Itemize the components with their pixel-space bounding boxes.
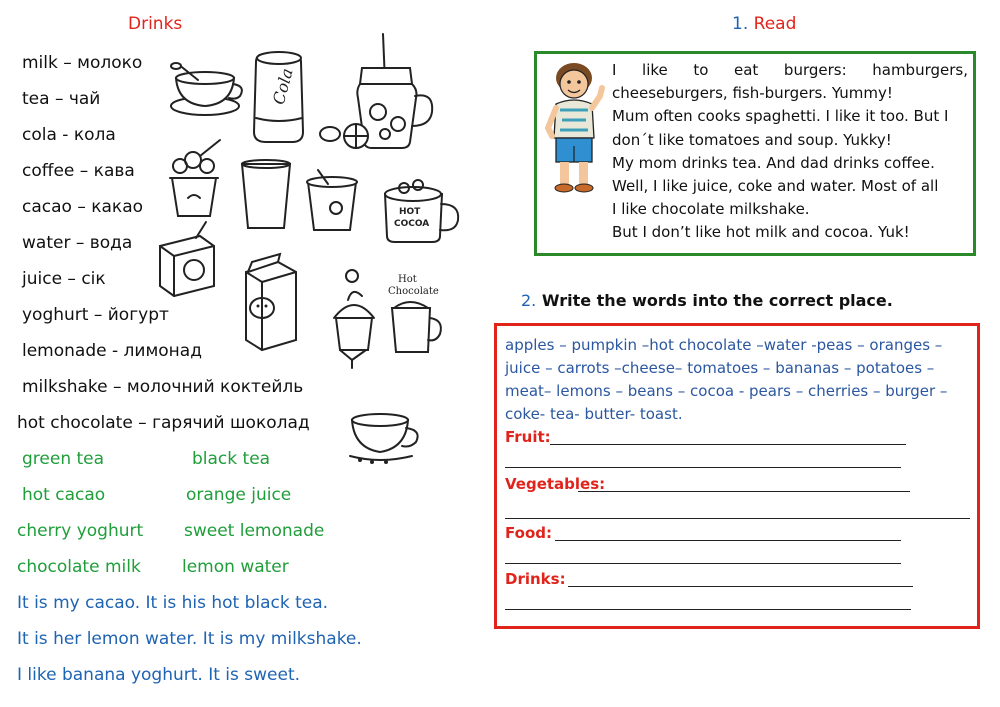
drinks-illustrations [150,28,480,478]
phrase-green-tea: green tea [22,449,105,469]
phrase-sweet-lemonade: sweet lemonade [184,521,325,541]
vocab-item-juice: juice – сік [22,269,106,289]
vocab-item-tea: tea – чай [22,89,101,109]
fruit-answer-line-1[interactable] [550,444,906,445]
category-drinks-label: Drinks: [505,570,566,588]
hot-cocoa-label-bottom: COCOA [394,219,430,229]
vocab-item-cola: cola - кола [22,125,116,145]
phrase-orange-juice: orange juice [186,485,292,505]
hot-cocoa-mug-icon [385,180,458,242]
write-number: 2. [521,291,537,310]
lemonade-jar-icon [320,34,432,148]
fruit-answer-line-2[interactable] [505,467,901,468]
read-line-1: I like to eat burgers: hamburgers, [612,61,968,79]
milkshake-cup-icon [170,140,220,216]
boy-illustration [540,58,606,198]
category-vegetables-label: Vegetables: [505,475,606,493]
read-line-4: don´t like tomatoes and soup. Yukky! [612,130,892,149]
vocab-item-milkshake: milkshake – молочний коктейль [22,377,304,397]
food-answer-line-1[interactable] [555,540,901,541]
drinks-title: Drinks [128,14,183,34]
read-heading [732,14,796,34]
category-food-label: Food: [505,524,552,542]
read-line-3: Mum often cooks spaghetti. I like it too. But I [612,107,949,126]
phrase-hot-cacao: hot cacao [22,485,106,505]
word-bank [505,334,971,426]
read-line-5: My mom drinks tea. And dad drinks coffee. [612,153,935,172]
vocab-item-lemonade: lemonade - лимонад [22,341,202,361]
vocab-item-yoghurt: yoghurt – йогурт [22,305,169,325]
write-heading [521,291,893,310]
vegetables-answer-line-2[interactable] [505,518,970,519]
vocab-item-cacao: cacao – какао [22,197,144,217]
coffee-cup-icon [350,414,418,464]
vocab-item-coffee: coffee – кава [22,161,135,181]
water-glass-icon [242,160,290,228]
vegetables-answer-line-1[interactable] [578,491,910,492]
cola-can-icon [254,52,303,142]
sentence-3: I like banana yoghurt. It is sweet. [17,665,301,685]
vocab-item-hot-chocolate: hot chocolate – гарячий шоколад [17,413,310,433]
read-title: Read [753,14,797,34]
read-line-6: Well, I like juice, coke and water. Most of all [612,177,939,196]
word-bank-line-4: coke- tea- butter- toast. [505,405,683,423]
sentence-2: It is her lemon water. It is my milkshake. [17,629,362,649]
vocab-item-water: water – вода [22,233,133,253]
phrase-black-tea: black tea [192,449,271,469]
read-line-7: I like chocolate milkshake. [612,200,810,219]
phrase-cherry-yoghurt: cherry yoghurt [17,521,144,541]
juice-box-icon [160,222,214,296]
hot-chocolate-label-top: Hot [398,274,417,285]
sentence-1: It is my cacao. It is his hot black tea. [17,593,329,613]
vocab-item-milk: milk – молоко [22,53,143,73]
word-bank-line-1: apples – pumpkin –hot chocolate –water -peas – oranges – [505,336,943,354]
cola-can-label: Cola [268,66,297,107]
milk-carton-icon [246,254,296,350]
phrase-chocolate-milk: chocolate milk [17,557,141,577]
yoghurt-cup-icon [307,170,357,230]
read-number: 1. [732,14,749,34]
read-text [612,59,968,245]
teacup-icon [171,63,242,115]
drinks-answer-line-1[interactable] [568,586,913,587]
write-title: Write the words into the correct place. [541,291,893,310]
hot-cocoa-label-top: HOT [399,207,421,217]
category-fruit-label: Fruit: [505,428,551,446]
drinks-answer-line-2[interactable] [505,609,911,610]
word-bank-line-2: juice – carrots –cheese– tomatoes – bananas – potatoes – [505,359,935,377]
hot-chocolate-label-bottom: Chocolate [388,286,439,297]
phrase-lemon-water: lemon water [182,557,289,577]
word-bank-line-3: meat– lemons – beans – cocoa - pears – cherries – burger – [505,382,948,400]
read-line-8: But I don’t like hot milk and cocoa. Yuk! [612,223,910,242]
read-line-2: cheeseburgers, fish-burgers. Yummy! [612,84,893,103]
hot-chocolate-icon [334,270,441,368]
food-answer-line-2[interactable] [505,563,901,564]
